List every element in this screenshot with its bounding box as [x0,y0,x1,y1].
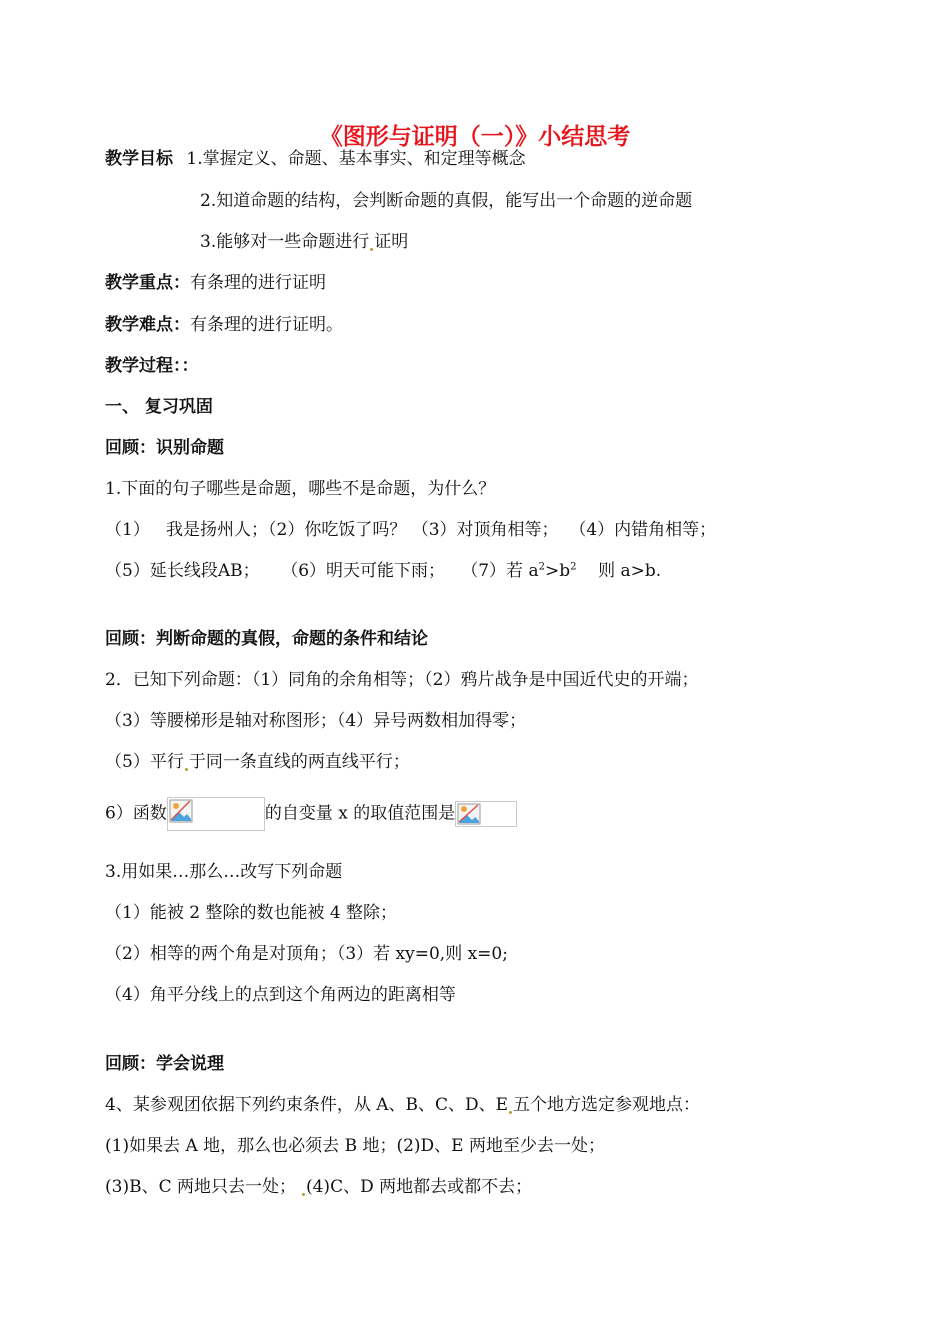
goals-label: 教学目标 [105,149,173,169]
goal-item-1: 1.掌握定义、命题、基本事实、和定理等概念 [186,149,526,169]
broken-image-icon [455,801,517,827]
goal-item-3: 3.能够对一些命题进行 证明 [200,232,409,252]
goal-line-1 [105,148,526,170]
review3-heading: 回顾：学会说理 [105,1054,224,1074]
question-1: 1.下面的句子哪些是命题，哪些不是命题，为什么？ [105,479,496,499]
question-1-options-a: （1） 我是扬州人；（2）你吃饭了吗？ （3）对顶角相等； （4）内错角相等； [105,520,717,540]
review2-heading: 回顾：判断命题的真假，命题的条件和结论 [105,629,428,649]
question-3-item-4: （4）角平分线上的点到这个角两边的距离相等 [105,985,456,1005]
stray-dot [185,768,188,771]
difficulty-line [105,314,343,336]
question-4-constraint-3-4: (3)B、C 两地只去一处； (4)C、D 两地都去或都不去； [105,1177,533,1197]
stray-dot [302,1193,305,1196]
question-1-options-b: （5）延长线段AB； （6）明天可能下雨； （7）若 $a^2>b^2$ 则 a>b. [105,561,662,581]
question-2-item-6: 6）函数 的自变量 x 的取值范围是 [105,797,517,831]
key-point-text: 有条理的进行证明 [190,273,326,293]
stray-dot [370,248,373,251]
key-point-label: 教学重点： [105,273,190,293]
broken-image-icon [167,797,265,831]
goal-item-2: 2.知道命题的结构，会判断命题的真假，能写出一个命题的逆命题 [200,191,693,211]
stray-dot [509,1111,512,1114]
question-2: 2．已知下列命题：（1）同角的余角相等；（2）鸦片战争是中国近代史的开端； [105,670,699,690]
process-label: 教学过程： [105,356,182,376]
question-3: 3.用如果…那么…改写下列命题 [105,862,343,882]
question-4-constraint-1-2: (1)如果去 A 地，那么也必须去 B 地；(2)D、E 两地至少去一处； [105,1136,605,1156]
review1-heading: 回顾：识别命题 [105,438,224,458]
question-2-item-3-4: （3）等腰梯形是轴对称图形；（4）异号两数相加得零； [105,711,527,731]
question-3-item-2-3: （2）相等的两个角是对顶角；（3）若 xy=0,则 x=0; [105,944,508,964]
key-point-line [105,272,326,294]
process-line: 教学过程：： [105,356,199,376]
question-2-item-5: （5）平行 于同一条直线的两直线平行； [105,752,410,772]
difficulty-label: 教学难点： [105,315,190,335]
question-3-item-1: （1）能被 2 整除的数也能被 4 整除； [105,903,398,923]
page-title: 《图形与证明（一）》小结思考 [319,124,631,150]
difficulty-text: 有条理的进行证明。 [190,315,343,335]
question-4: 4、某参观团依据下列约束条件，从 A、B、C、D、E 五个地方选定参观地点： [105,1095,701,1115]
section-heading: 一、 复习巩固 [105,397,213,417]
